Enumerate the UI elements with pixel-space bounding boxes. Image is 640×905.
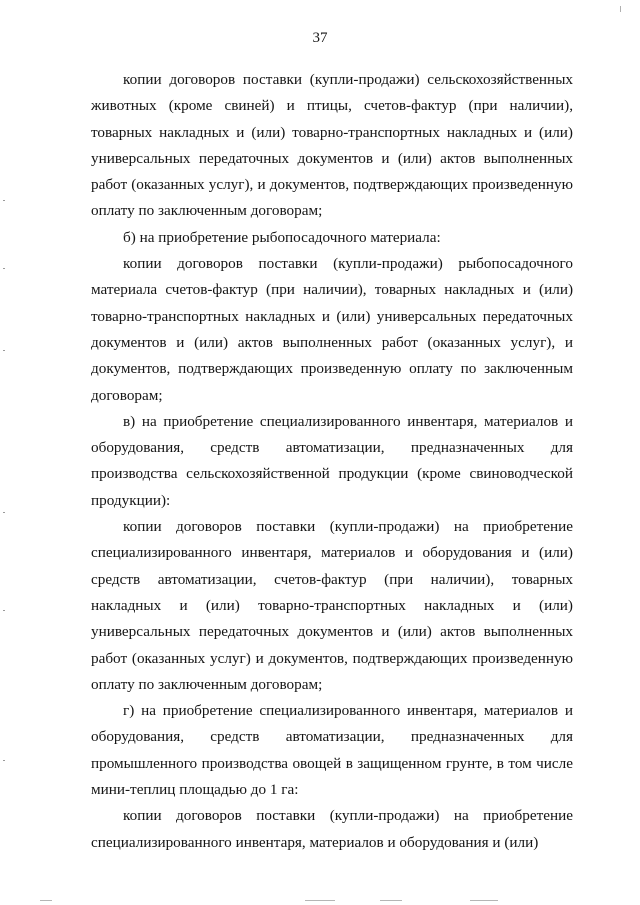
scan-artifact [3, 760, 5, 761]
page-number: 37 [312, 30, 328, 46]
paragraph-item-v: в) на приобретение специализированного инвентаря, материалов и оборудования, средств автоматизации, предназначенных для производства сельскохозяйственной продукции (кроме свиноводческой продукции): [91, 412, 573, 509]
paragraph-greenhouse-documents: копии договоров поставки (купли-продажи) на приобретение специализированного инвентаря, материалов и оборудования и (или) [91, 807, 573, 851]
paragraph-livestock-documents: копии договоров поставки (купли-продажи) сельскохозяйственных животных (кроме свиней) и птицы, счетов-фактур (при наличии), товарных накладных и (или) товарно-транспортных накладных и (или) универсальных передаточных документов и (или) актов выполненных работ (оказанных услуг), и документов, подтверждающих произведенную оплату по заключенным договорам; [91, 71, 573, 220]
paragraph-fish-documents: копии договоров поставки (купли-продажи) рыбопосадочного материала счетов-фактур (при наличии), товарных накладных и (или) товарно-транспортных накладных и (или) универсальных передаточных документов и (или) актов выполненных работ (оказанных услуг), и документов, подтверждающих произведенную оплату по заключенным договорам; [91, 255, 573, 404]
scan-artifact [3, 350, 5, 351]
paragraph-item-g: г) на приобретение специализированного инвентаря, материалов и оборудования, средств автоматизации, предназначенных для промышленного производства овощей в защищенном грунте, в том числе мини-теплиц площадью до 1 га: [91, 702, 573, 799]
scan-artifact [470, 900, 498, 901]
scan-artifact [3, 268, 5, 269]
scan-artifact [620, 6, 621, 12]
scan-artifact [305, 900, 335, 901]
scan-artifact [3, 512, 5, 513]
scan-artifact [40, 900, 52, 901]
paragraph-equipment-documents: копии договоров поставки (купли-продажи) на приобретение специализированного инвентаря, материалов и оборудования и (или) средств автоматизации, счетов-фактур (при наличии), товарных накладных и (или) товарно-транспортных накладных и (или) универсальных передаточных документов и (или) актов выполненных работ (оказанных услуг) и документов, подтверждающих произведенную оплату по заключенным договорам; [91, 518, 573, 693]
scan-artifact [3, 200, 5, 201]
scan-artifact [380, 900, 402, 901]
scan-artifact [3, 610, 5, 611]
document-body [91, 67, 573, 856]
paragraph-item-b: б) на приобретение рыбопосадочного материала: [123, 228, 441, 246]
